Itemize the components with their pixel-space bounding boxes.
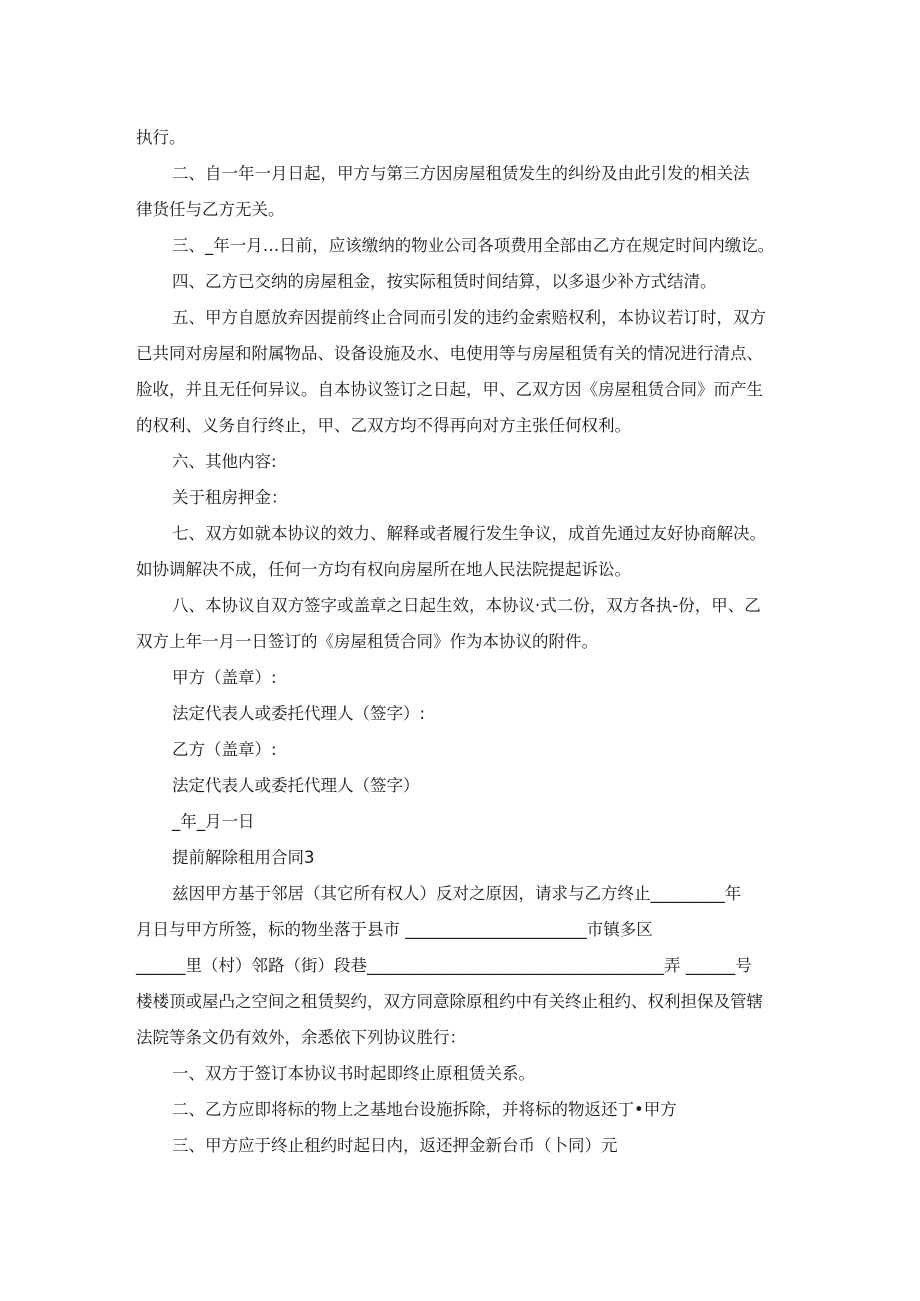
paragraph-line: 法院等条文仍有效外，余悉依下列协议胜行： <box>136 1028 466 1047</box>
paragraph-line: 脸收，并且无任何异议。自本协议签订之日起，甲、乙双方因《房屋租赁合同》而产生 <box>136 380 763 399</box>
paragraph-line: 二、自一年一月日起，甲方与第三方因房屋租赁发生的纠纷及由此引发的相关法 <box>172 164 750 183</box>
signature-label: 乙方（盖章）: <box>172 740 277 759</box>
paragraph-line: 三、甲方应于终止租约时起日内，返还押金新台币（卜同）元 <box>172 1136 618 1155</box>
paragraph-line: 关于租房押金： <box>172 488 288 507</box>
paragraph-line: 二、乙方应即将标的物上之基地台设施拆除，并将标的物返还丁•甲方 <box>172 1100 677 1119</box>
paragraph-line: 三、_年一月…日前，应该缴纳的物业公司各项费用全部由乙方在规定时间内缴讫。 <box>172 236 775 255</box>
paragraph-line: 执行。 <box>136 128 186 147</box>
signature-label: 法定代表人或委托代理人（签字） <box>172 776 420 795</box>
paragraph-line: 的权利、义务自行终止，甲、乙双方均不得再向对方主张任何权利。 <box>136 416 631 435</box>
paragraph-line: 七、双方如就本协议的效力、解释或者履行发生争议，成首先通过友好协商解决。 <box>172 524 766 543</box>
section-title: 提前解除租用合同3 <box>172 848 315 867</box>
signature-label: 法定代表人或委托代理人（签字）: <box>172 704 426 723</box>
paragraph-line: 如协调解决不成，任何一方均有权向房屋所在地人民法院提起诉讼。 <box>136 560 631 579</box>
paragraph-line: 六、其他内容: <box>172 452 277 471</box>
paragraph-line: 五、甲方自愿放弃因提前终止合同而引发的违约金索赔权利，本协议若订时，双方 <box>172 308 766 327</box>
paragraph-line: 律货任与乙方无关。 <box>136 200 285 219</box>
date-line: _年_月一日 <box>172 812 255 831</box>
paragraph-line: 月日与甲方所签，标的物坐落于县市 ______________________市镇多区 <box>136 920 653 939</box>
paragraph-line: 楼楼顶或屋凸之空间之租赁契约，双方同意除原租约中有关终止租约、权利担保及管辖 <box>136 992 763 1011</box>
signature-label: 甲方（盖章）: <box>172 668 277 687</box>
paragraph-line: 双方上年一月一日签订的《房屋租赁合同》作为本协议的附件。 <box>136 632 598 651</box>
paragraph-line: 兹因甲方基于邻居（其它所有权人）反对之原因，请求与乙方终止_________年 <box>172 884 742 903</box>
paragraph-line: 已共同对房屋和附属物品、设备设施及水、电使用等与房屋租赁有关的情况进行清点、 <box>136 344 763 363</box>
paragraph-line: 四、乙方已交纳的房屋租金，按实际租赁时间结算，以多退少补方式结清。 <box>172 272 717 291</box>
paragraph-line: 一、双方于签订本协议书时起即终止原租赁关系。 <box>172 1064 535 1083</box>
paragraph-line: 八、本协议自双方签字或盖章之日起生效，本协议·式二份，双方各执-份，甲、乙 <box>172 596 761 615</box>
paragraph-line: ______里（村）邻路（街）段巷____________________________________弄 ______号 <box>136 956 752 975</box>
